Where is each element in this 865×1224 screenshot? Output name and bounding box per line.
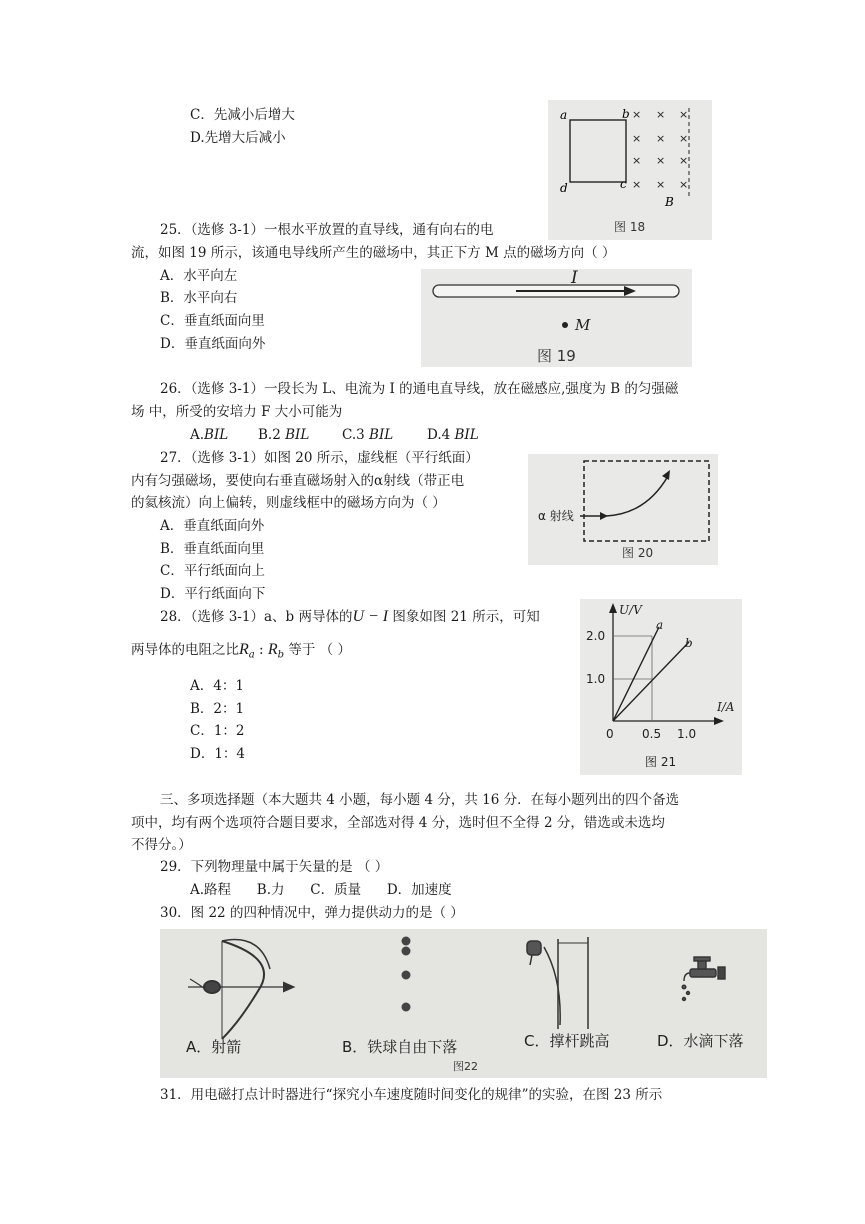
fig19-label-I: I	[571, 269, 578, 288]
fig18-cross: ×	[656, 108, 666, 121]
fig20-ray-label: α 射线	[538, 509, 574, 523]
q25-option-b: B．水平向右	[160, 290, 238, 306]
fig22-label-a: A．射箭	[186, 1038, 242, 1056]
q25-stem-line2: 流，如图 19 所示，该通电导线所产生的磁场中，其正下方 M 点的磁场方向（ ）	[131, 245, 616, 261]
fig18-label-d: d	[560, 181, 568, 195]
fig21-xlabel: I/A	[717, 700, 735, 714]
figure-19	[421, 269, 692, 367]
fig21-ytick-1: 1.0	[586, 672, 606, 686]
q24-option-d: D.先增大后减小	[190, 130, 286, 146]
pole-vault-icon	[527, 937, 588, 1029]
q26-option-b: B.2 BIL	[258, 427, 310, 443]
fig22-label-c: C．撑杆跳高	[524, 1032, 610, 1050]
fig21-caption: 图 21	[645, 755, 677, 769]
q26-stem-line1: 26．（选修 3-1）一段长为 L、电流为 I 的通电直导线，放在磁感应,强度为 B 的匀强磁	[160, 381, 679, 397]
figure-22	[160, 929, 767, 1078]
fig21-xtick-10: 1.0	[677, 727, 697, 741]
q29-options: A.路程 B.力 C．质量 D．加速度	[190, 882, 452, 898]
q26-option-c: C.3 BIL	[342, 427, 394, 443]
fig21-ytick-2: 2.0	[586, 629, 606, 643]
falling-balls-icon	[402, 937, 411, 1012]
fig18-cross: ×	[632, 154, 642, 167]
q30-stem: 30．图 22 的四种情况中，弹力提供动力的是（ ）	[160, 905, 464, 921]
q24-option-c: C．先减小后增大	[190, 107, 295, 123]
fig19-label-M: M	[575, 316, 591, 334]
fig22-caption: 图22	[453, 1060, 478, 1073]
q27-stem-line3: 的氦核流）向上偏转，则虚线框中的磁场方向为（ ）	[131, 495, 446, 511]
fig22-label-d: D．水滴下落	[657, 1032, 744, 1050]
q27-option-c: C．平行纸面向上	[160, 563, 265, 579]
q28-stem-line2: 两导体的电阻之比$R_a$ : $R_b$ 等于 （ ）	[131, 641, 351, 661]
q25-option-c: C．垂直纸面向里	[160, 313, 265, 329]
q27-stem-line1: 27．（选修 3-1）如图 20 所示，虚线框（平行纸面）	[160, 450, 479, 466]
fig18-label-a: a	[560, 108, 568, 122]
q27-option-d: D．平行纸面向下	[160, 586, 266, 602]
fig18-cross: ×	[656, 132, 666, 145]
figure-18	[548, 100, 712, 240]
q25-stem-line1: 25．（选修 3-1）一根水平放置的直导线，通有向右的电	[160, 222, 494, 238]
q28-option-c: C．1：2	[190, 723, 245, 739]
fig21-xtick-05: 0.5	[642, 727, 662, 741]
q26-stem-line2: 场 中，所受的安培力 F 大小可能为	[131, 404, 343, 420]
section3-heading-line3: 不得分。）	[131, 837, 192, 853]
q25-option-a: A．水平向左	[160, 268, 238, 284]
q27-option-b: B．垂直纸面向里	[160, 541, 265, 557]
fig18-caption: 图 18	[614, 220, 646, 234]
fig18-cross: ×	[679, 108, 689, 121]
fig18-cross: ×	[632, 132, 642, 145]
q26-option-d: D.4 BIL	[427, 427, 479, 443]
fig18-cross: ×	[656, 154, 666, 167]
q27-option-a: A．垂直纸面向外	[160, 518, 265, 534]
q28-stem-line1: 28．（选修 3-1）a、b 两导体的U − I 图象如图 21 所示，可知	[160, 608, 540, 625]
q28-option-b: B．2：1	[190, 701, 245, 717]
fig18-label-B: B	[665, 195, 674, 209]
fig19-caption: 图 19	[537, 347, 576, 365]
figure-21	[580, 599, 742, 775]
q28-option-a: A．4：1	[190, 678, 244, 694]
section3-heading-line2: 项中，均有两个选项符合题目要求，全部选对得 4 分，选时但不全得 2 分，错选或未选均	[131, 815, 665, 831]
q31-stem-line1: 31．用电磁打点计时器进行“探究小车速度随时间变化的规律”的实验，在图 23 所示	[160, 1087, 663, 1103]
fig21-ylabel: U/V	[619, 603, 642, 617]
q28-option-d: D．1：4	[190, 746, 246, 762]
q25-option-d: D．垂直纸面向外	[160, 336, 266, 352]
q27-stem-line2: 内有匀强磁场，要使向右垂直磁场射入的α射线（带正电	[131, 473, 465, 489]
figure-20	[528, 454, 718, 565]
fig21-xtick-0: 0	[606, 727, 614, 741]
fig21-label-b: b	[685, 636, 693, 650]
fig18-cross: ×	[632, 108, 642, 121]
fig18-cross: ×	[632, 178, 642, 191]
fig18-cross: ×	[656, 178, 666, 191]
fig21-line-b	[613, 642, 689, 721]
water-tap-icon	[682, 957, 725, 1001]
bow-arrow-icon	[188, 940, 293, 1039]
q29-stem: 29．下列物理量中属于矢量的是 （ ）	[160, 859, 389, 875]
fig22-label-b: B．铁球自由下落	[342, 1038, 458, 1056]
q26-option-a: A.BIL	[190, 427, 229, 443]
fig18-label-c: c	[620, 177, 627, 191]
fig21-label-a: a	[656, 618, 664, 632]
fig18-cross: ×	[679, 178, 689, 191]
fig18-cross: ×	[679, 132, 689, 145]
fig18-cross: ×	[679, 154, 689, 167]
fig18-label-b: b	[622, 107, 630, 121]
fig20-caption: 图 20	[622, 546, 654, 560]
section3-heading-line1: 三、多项选择题（本大题共 4 小题，每小题 4 分，共 16 分．在每小题列出的四个备选	[160, 792, 680, 808]
